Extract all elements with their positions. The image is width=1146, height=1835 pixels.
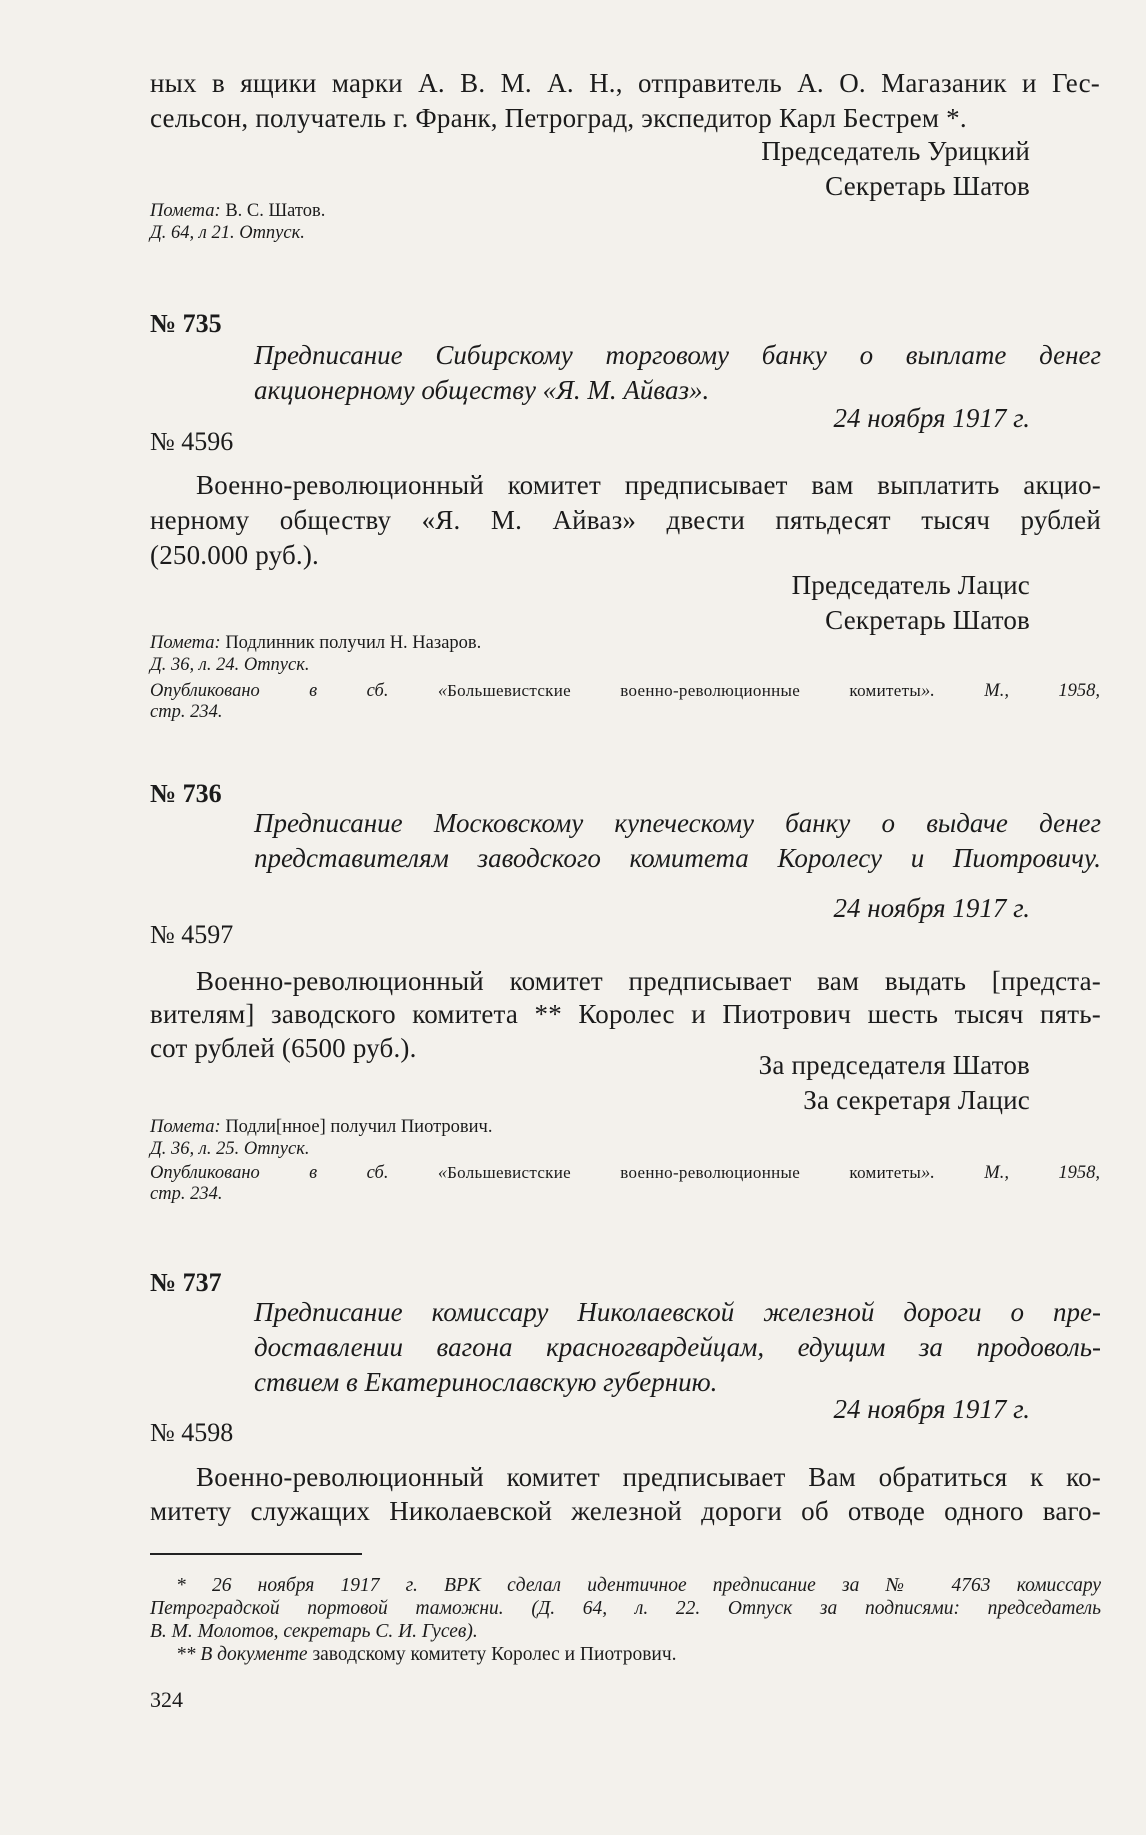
publication-suffix: ». М., 1958, [921,1163,1100,1183]
top-archive-ref: Д. 64, л 21. Отпуск. [150,223,305,243]
doc736-publication-line-1 [150,1161,1100,1185]
top-body-line-1: ных в ящики марки А. В. М. А. Н., отправитель А. О. Магазаник и Гес- [150,68,1100,98]
doc736-archive-ref: Д. 36, л. 25. Отпуск. [150,1139,310,1159]
doc735-archive-ref: Д. 36, л. 24. Отпуск. [150,655,310,675]
doc735-outgoing-number: № 4596 [150,427,234,456]
doc735-chairman-signature: Председатель Лацис [791,570,1030,600]
note-label: Помета: [150,201,221,221]
doc735-note [150,632,1050,655]
top-chairman-signature: Председатель Урицкий [761,136,1030,166]
doc735-publication-line-2: стр. 234. [150,702,223,722]
footnote-divider [150,1553,362,1555]
publication-title: Большевистские военно-революционные комитеты [447,681,922,700]
doc737-body-line-2: митету служащих Николаевской железной дороги об отводе одного ваго- [150,1496,1101,1526]
publication-prefix: Опубликовано в сб. « [150,1163,448,1183]
doc737-title-line-2: доставлении вагона красногвардейцам, едущим за продоволь- [254,1332,1101,1362]
doc735-date: 24 ноября 1917 г. [833,403,1030,433]
doc736-outgoing-number: № 4597 [150,920,234,949]
doc737-title-line-3: ствием в Екатеринославскую губернию. [254,1367,718,1397]
doc735-publication-line-1 [150,679,1100,703]
doc736-body-line-1: Военно-революционный комитет предписывает вам выдать [предста- [196,966,1101,996]
doc736-number: № 736 [150,779,222,808]
footnote-1-line-1: * 26 ноября 1917 г. ВРК сделал идентичное предписание за № 4763 комиссару [176,1575,1101,1596]
doc736-publication-line-2: стр. 234. [150,1184,223,1204]
doc737-body-line-1: Военно-революционный комитет предписывает Вам обратиться к ко- [196,1462,1101,1492]
doc735-body-line-1: Военно-революционный комитет предписывает вам выплатить акцио- [196,470,1101,500]
publication-prefix: Опубликовано в сб. « [150,681,448,701]
doc736-title-line-1: Предписание Московскому купеческому банку о выдаче денег [254,808,1101,838]
doc736-chairman-signature: За председателя Шатов [758,1050,1030,1080]
note-text: Подлинник получил Н. Назаров. [220,633,482,653]
top-body-line-2: сельсон, получатель г. Франк, Петроград, экспедитор Карл Бестрем *. [150,103,967,133]
doc736-title-line-2: представителям заводского комитета Королесу и Пиотровичу. [254,843,1101,873]
doc736-body-line-2: вителям] заводского комитета ** Королес и Пиотрович шесть тысяч пять- [150,999,1101,1029]
doc737-number: № 737 [150,1268,222,1297]
footnote-2-text: заводскому комитету Королес и Пиотрович. [307,1644,677,1665]
note-text: В. С. Шатов. [220,201,326,221]
doc737-outgoing-number: № 4598 [150,1418,234,1447]
doc736-secretary-signature: За секретаря Лацис [803,1085,1030,1115]
doc736-date: 24 ноября 1917 г. [833,893,1030,923]
footnote-2-prefix: ** В документе [176,1644,308,1665]
doc735-secretary-signature: Секретарь Шатов [825,605,1030,635]
top-secretary-signature: Секретарь Шатов [825,171,1030,201]
publication-title: Большевистские военно-революционные комитеты [447,1163,922,1182]
note-label: Помета: [150,1117,221,1137]
doc737-date: 24 ноября 1917 г. [833,1394,1030,1424]
doc737-title-line-1: Предписание комиссару Николаевской железной дороги о пре- [254,1297,1101,1327]
publication-suffix: ». М., 1958, [921,681,1100,701]
doc735-number: № 735 [150,309,222,338]
note-text: Подли[нное] получил Пиотрович. [220,1117,493,1137]
doc735-body-line-2: нерному обществу «Я. М. Айваз» двести пятьдесят тысяч рублей [150,505,1101,535]
doc736-body-line-3: сот рублей (6500 руб.). [150,1033,417,1063]
page-number: 324 [150,1687,183,1712]
doc735-body-line-3: (250.000 руб.). [150,540,320,570]
doc735-title-line-2: акционерному обществу «Я. М. Айваз». [254,375,710,405]
doc736-note [150,1116,1050,1139]
top-note [150,200,1050,223]
footnote-1-line-2: Петроградской портовой таможни. (Д. 64, л. 22. Отпуск за подписями: председатель [150,1598,1101,1619]
footnote-2 [176,1643,1101,1667]
note-label: Помета: [150,633,221,653]
footnote-1-line-3: В. М. Молотов, секретарь С. И. Гусев). [150,1621,478,1642]
doc735-title-line-1: Предписание Сибирскому торговому банку о выплате денег [254,340,1101,370]
